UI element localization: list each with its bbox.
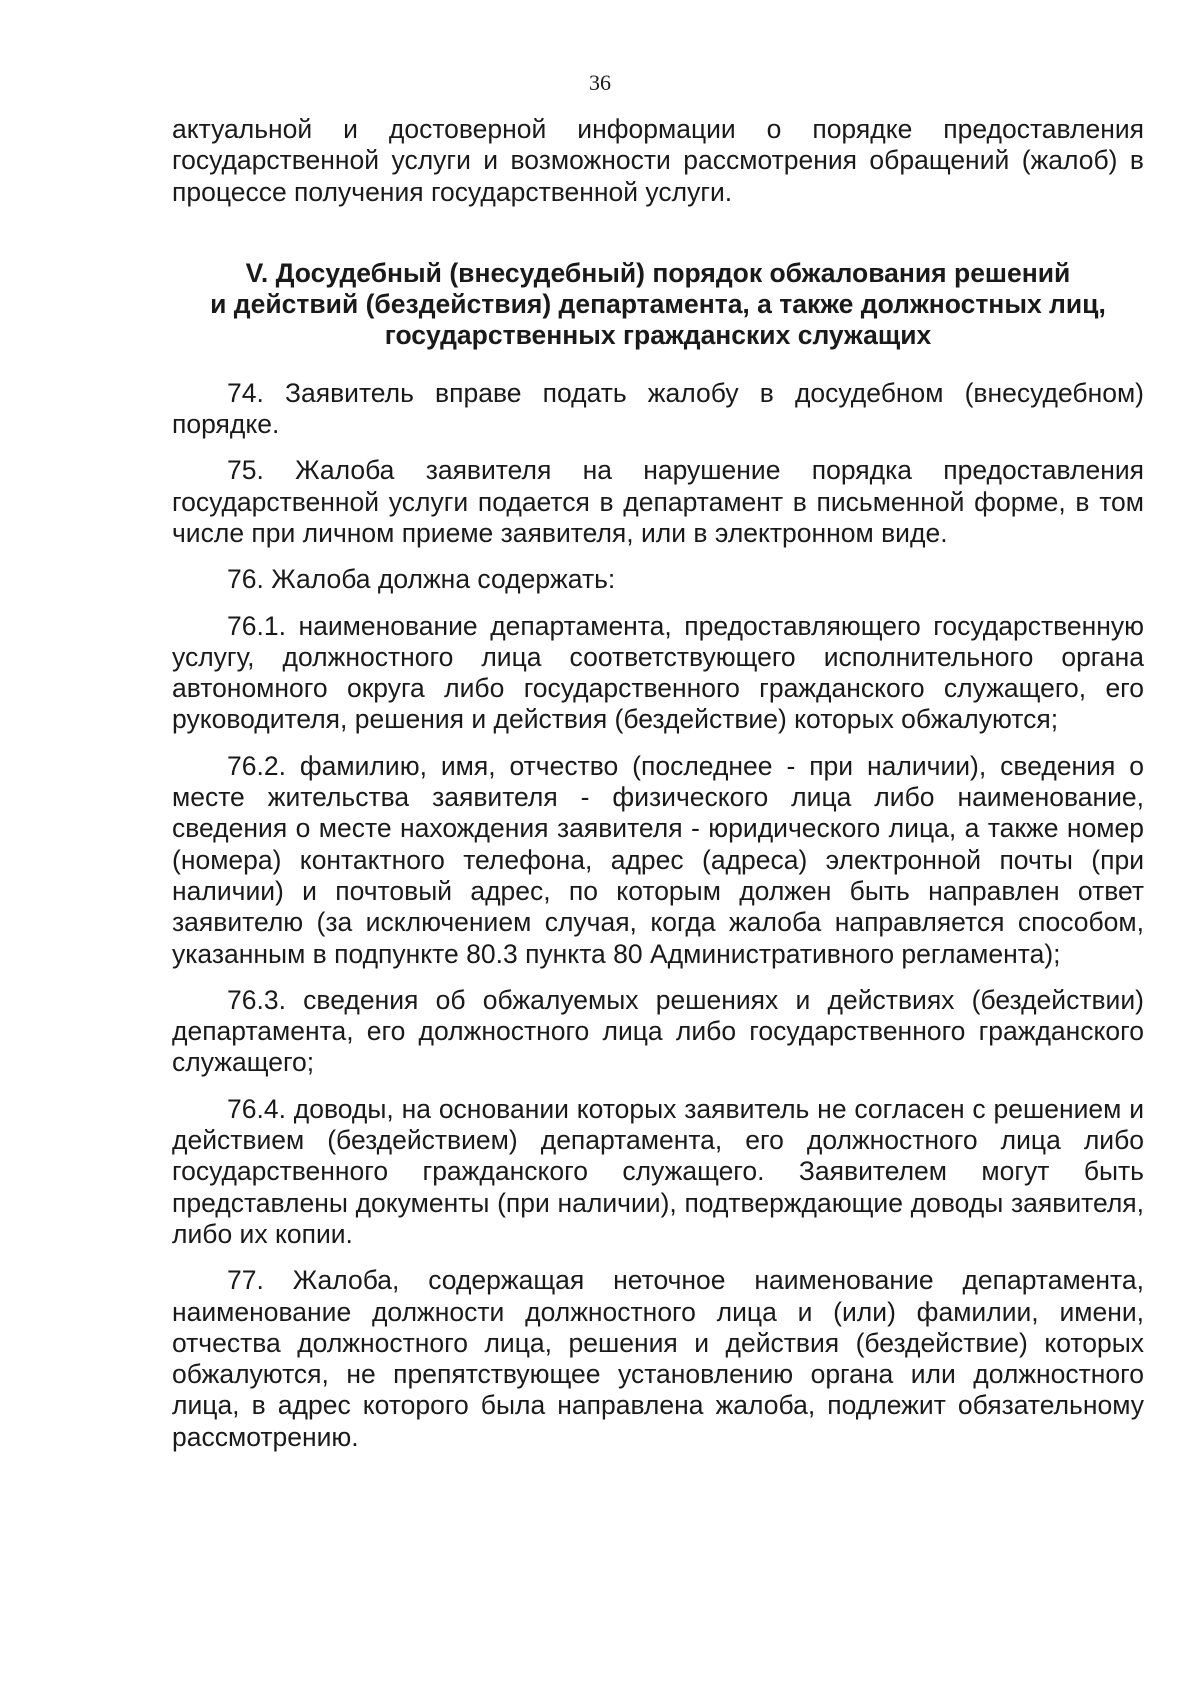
section-heading-line: и действий (бездействия) департамента, а также должностных лиц, <box>210 289 1106 320</box>
document-body <box>172 114 1144 1453</box>
paragraph-75: 75. Жалоба заявителя на нарушение порядка предоставления государственной услуги подается в департамент в письменной форме, в том числе при личном приеме заявителя, или в электронном виде. <box>172 455 1144 548</box>
paragraph-74: 74. Заявитель вправе подать жалобу в досудебном (внесудебном) порядке. <box>172 377 1144 440</box>
paragraph-76-1: 76.1. наименование департамента, предоставляющего государственную услугу, должностного лица соответствующего исполнительного органа автономного округа либо государственного гражданского служащего, его руководителя, решения и действия (бездействие) которых обжалуются; <box>172 610 1144 735</box>
paragraph-76: 76. Жалоба должна содержать: <box>227 564 616 595</box>
paragraph-76-4: 76.4. доводы, на основании которых заявитель не согласен с решением и действием (бездействием) департамента, его должностного лица либо государственного гражданского служащего. Заявителем могут быть представлены документы (при наличии), подтверждающие доводы заявителя, либо их копии. <box>172 1093 1144 1249</box>
intro-paragraph: актуальной и достоверной информации о порядке предоставления государственной услуги и возможности рассмотрения обращений (жалоб) в процессе получения государственной услуги. <box>172 114 1144 207</box>
section-heading <box>172 258 1144 352</box>
page-number: 36 <box>589 70 611 95</box>
paragraph-76-2: 76.2. фамилию, имя, отчество (последнее - при наличии), сведения о месте жительства заявителя - физического лица либо наименование, сведения о месте нахождения заявителя - юридического лица, а также номер (номера) контактного телефона, адрес (адреса) электронной почты (при наличии) и почтовый адрес, по которым должен быть направлен ответ заявителю (за исключением случая, когда жалоба направляется способом, указанным в подпункте 80.3 пункта 80 Административного регламента); <box>172 750 1144 969</box>
paragraph-77: 77. Жалоба, содержащая неточное наименование департамента, наименование должности должностного лица и (или) фамилии, имени, отчества должностного лица, решения и действия (бездействие) которых обжалуются, не препятствующее установлению органа или должностного лица, в адрес которого была направлена жалоба, подлежит обязательному рассмотрению. <box>172 1265 1144 1452</box>
section-heading-line: V. Досудебный (внесудебный) порядок обжалования решений <box>245 257 1071 288</box>
section-heading-line: государственных гражданских служащих <box>384 320 932 351</box>
paragraph-76-3: 76.3. сведения об обжалуемых решениях и действиях (бездействии) департамента, его должностного лица либо государственного гражданского служащего; <box>172 984 1144 1078</box>
